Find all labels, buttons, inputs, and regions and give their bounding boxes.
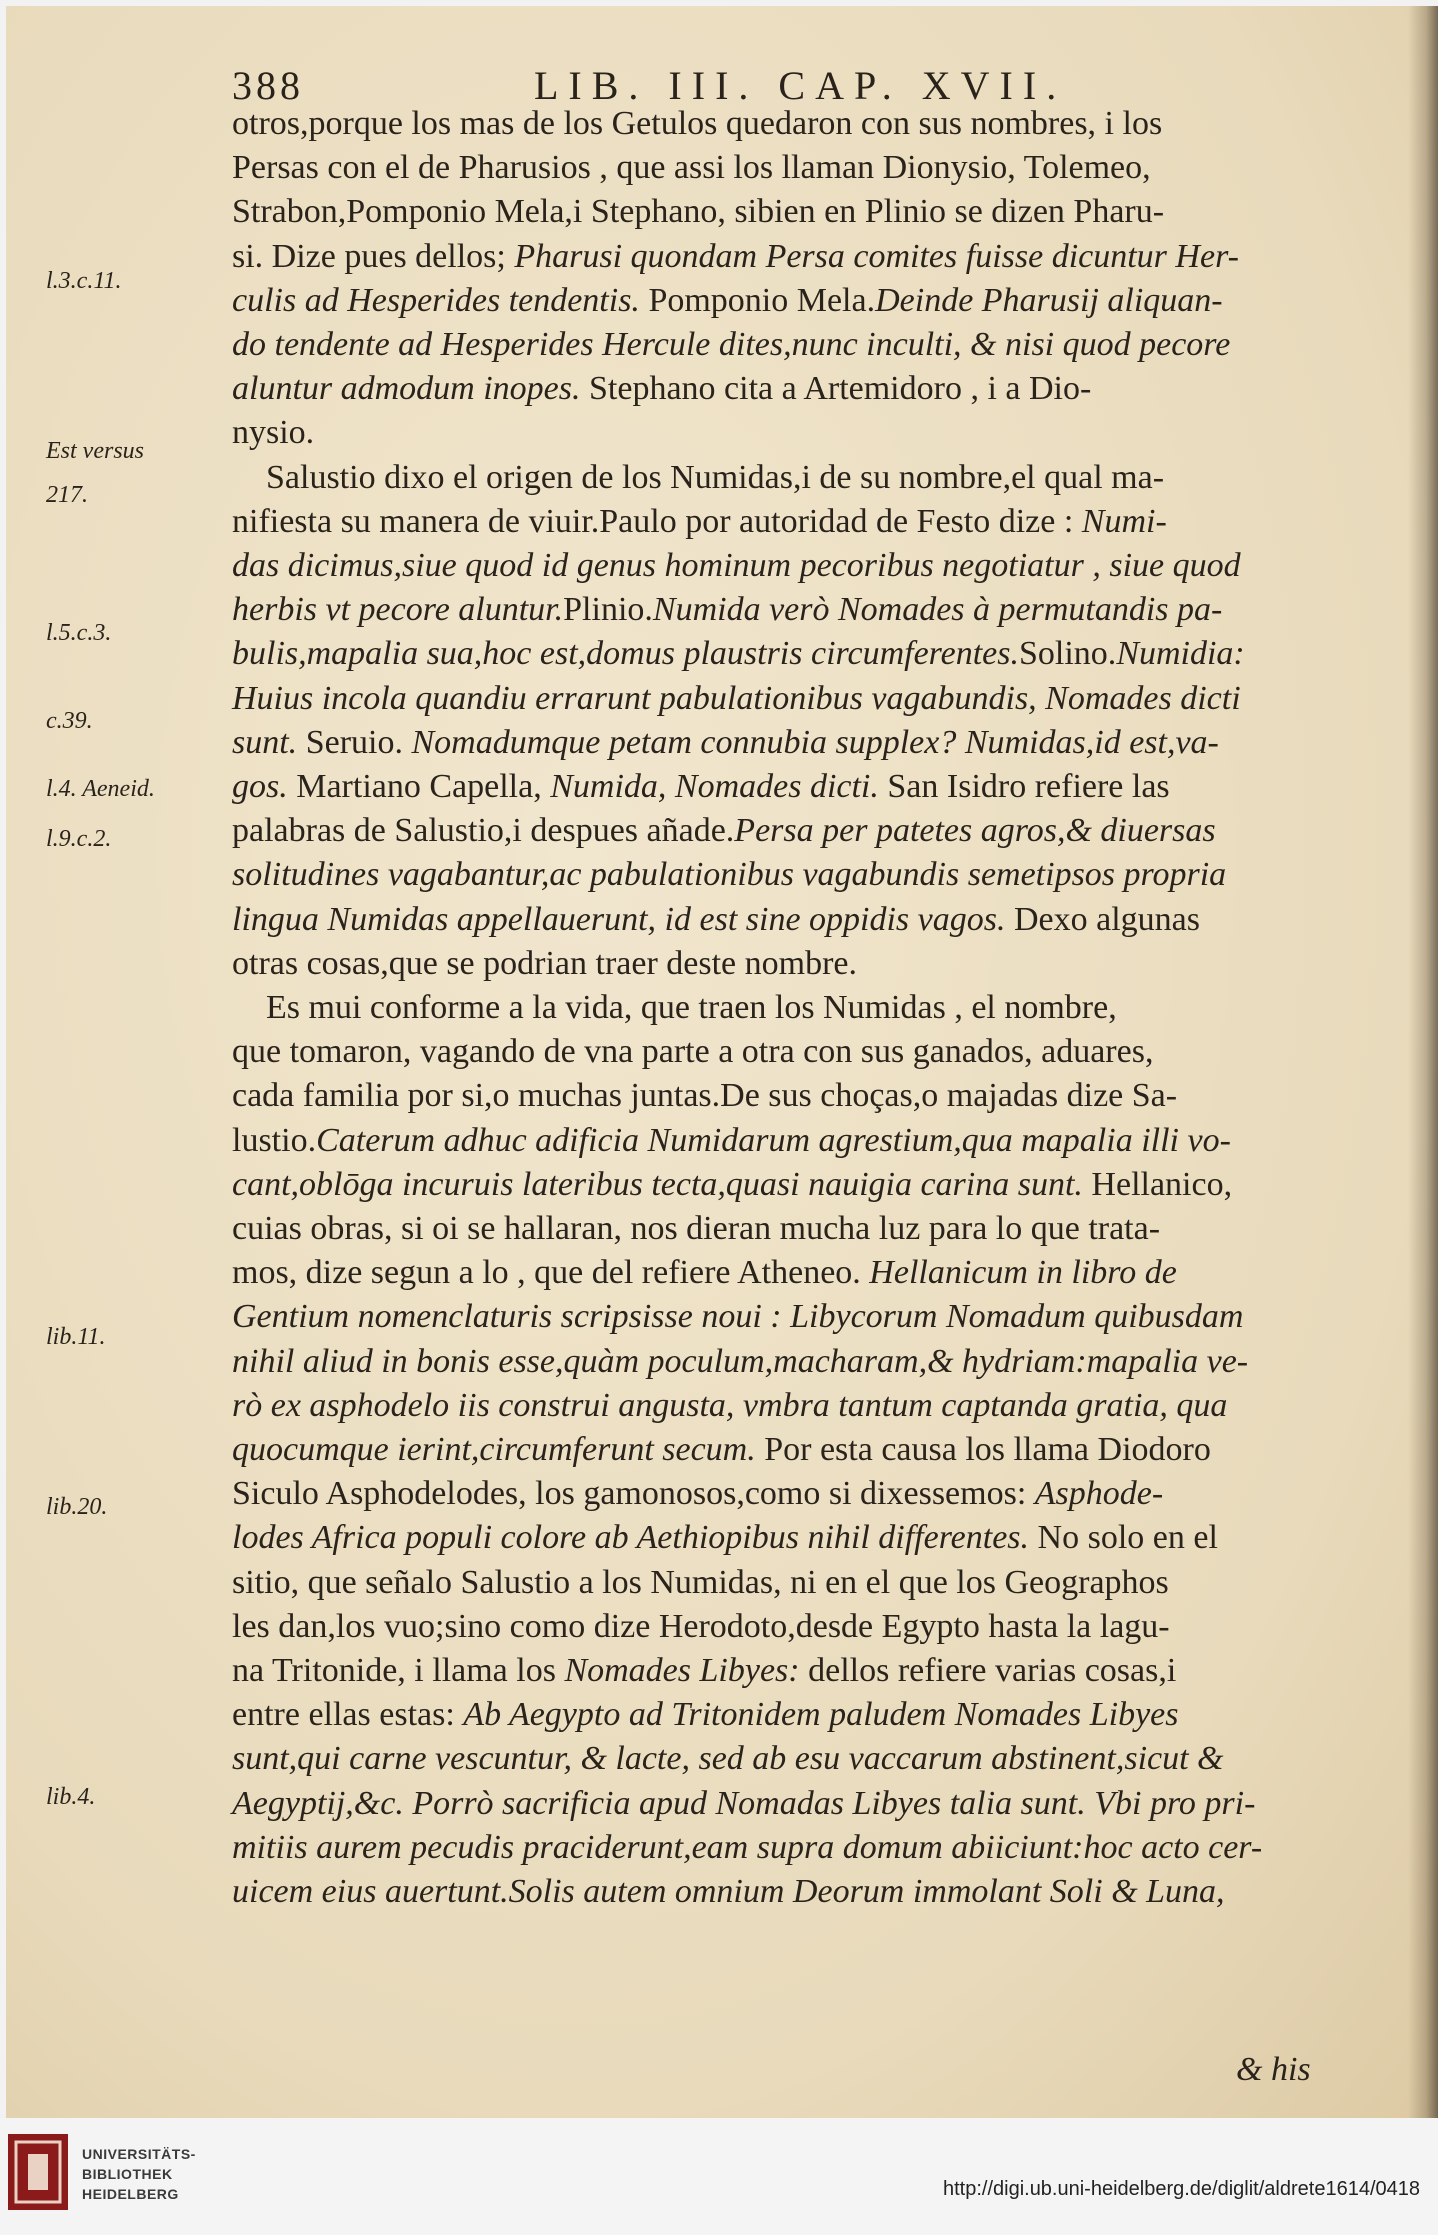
latin-quotation: Aegyptij,&c. Porrò sacrificia apud Nomadas Libyes talia sunt. Vbi pro pri- bbox=[232, 1784, 1256, 1822]
latin-quotation: aluntur admodum inopes. bbox=[232, 370, 581, 408]
latin-quotation: nihil aliud in bonis esse,quàm poculum,macharam,& hydriam:mapalia ve- bbox=[232, 1342, 1249, 1380]
spanish-text: mos, dize segun a lo , que del refiere Atheneo. bbox=[232, 1254, 870, 1292]
book-page bbox=[6, 6, 1438, 2118]
spanish-text: otros,porque los mas de los Getulos quedaron con sus nombres, i los bbox=[232, 105, 1163, 142]
text-line bbox=[232, 723, 1219, 763]
spanish-text: No solo en el bbox=[1029, 1519, 1218, 1557]
text-line bbox=[232, 590, 1222, 630]
text-line bbox=[232, 325, 1230, 365]
text-line bbox=[232, 1474, 1163, 1514]
margin-note: 217. bbox=[46, 482, 88, 508]
text-line bbox=[232, 458, 1164, 498]
text-line bbox=[232, 900, 1200, 940]
latin-quotation: mitiis aurem pecudis praciderunt,eam supra domum abiiciunt:hoc acto cer- bbox=[232, 1828, 1263, 1866]
text-line bbox=[232, 1032, 1153, 1072]
latin-quotation: Numida, Nomades dicti. bbox=[550, 768, 879, 805]
spanish-text: na Tritonide, i llama los bbox=[232, 1652, 565, 1689]
latin-quotation: do tendente ad Hesperides Hercule dites,nunc inculti, & nisi quod pecore bbox=[232, 326, 1231, 363]
latin-quotation: das dicimus,siue quod id genus hominum pecoribus negotiatur , siue quod bbox=[232, 547, 1241, 584]
text-line bbox=[232, 1739, 1224, 1779]
spanish-text: otras cosas,que se podrian traer deste nombre. bbox=[232, 944, 857, 982]
spanish-text: Stephano cita a Artemidoro , i a Dio- bbox=[580, 370, 1092, 408]
spanish-text: Pomponio Mela. bbox=[639, 281, 876, 319]
logo-line: HEIDELBERG bbox=[82, 2186, 179, 2202]
latin-quotation: Numidia: bbox=[1116, 635, 1245, 673]
text-line bbox=[232, 413, 314, 453]
page-edge-shadow bbox=[1408, 6, 1438, 2118]
catchword bbox=[1236, 2050, 1311, 2090]
text-line bbox=[232, 1165, 1232, 1205]
spanish-text: Siculo Asphodelodes, los gamonosos,como si dixessemos: bbox=[232, 1475, 1035, 1513]
text-line bbox=[232, 1386, 1227, 1426]
spanish-text: Dexo algunas bbox=[1005, 900, 1200, 938]
text-line bbox=[232, 281, 1223, 321]
spanish-text: nifiesta su manera de viuir.Paulo por autoridad de Festo dize : bbox=[232, 502, 1082, 540]
spanish-text: cada familia por si,o muchas juntas.De sus choças,o majadas dize Sa- bbox=[232, 1077, 1178, 1115]
latin-quotation: Ab Aegypto ad Tritonidem paludem Nomades Libyes bbox=[463, 1696, 1179, 1734]
spanish-text: Es mui conforme a la vida, que traen los Numidas , el nombre, bbox=[232, 989, 1117, 1026]
margin-note: l.4. Aeneid. bbox=[46, 776, 155, 802]
margin-note: lib.20. bbox=[46, 1494, 108, 1520]
latin-quotation: Numida verò Nomades à permutandis pa- bbox=[652, 591, 1223, 629]
spanish-text: San Isidro refiere las bbox=[878, 768, 1170, 805]
latin-quotation: Deinde Pharusij aliquan- bbox=[875, 281, 1223, 319]
text-line bbox=[232, 1209, 1160, 1249]
margin-note: lib.11. bbox=[46, 1324, 106, 1350]
spanish-text: lustio. bbox=[232, 1121, 317, 1159]
text-line bbox=[232, 811, 1216, 851]
spanish-text: Strabon,Pomponio Mela,i Stephano, sibien en Plinio se dizen Pharu- bbox=[232, 193, 1165, 231]
text-line bbox=[232, 369, 1091, 409]
spanish-text: Persas con el de Pharusios , que assi los llaman Dionysio, Tolemeo, bbox=[232, 149, 1151, 187]
spanish-text: sitio, que señalo Salustio a los Numidas, ni en el que los Geographos bbox=[232, 1563, 1169, 1601]
spanish-text: Martiano Capella, bbox=[287, 768, 551, 805]
text-line bbox=[232, 1430, 1211, 1470]
text-line bbox=[232, 1297, 1243, 1337]
latin-quotation: Nomades Libyes: bbox=[564, 1652, 800, 1689]
catchword-text: & his bbox=[1236, 2051, 1311, 2088]
viewer-footer bbox=[0, 2118, 1438, 2235]
latin-quotation: Huius incola quandiu errarunt pabulationibus vagabundis, Nomades dicti bbox=[232, 679, 1241, 717]
text-line bbox=[232, 104, 1162, 144]
latin-quotation: Nomadumque petam connubia supplex? Numidas,id est,va- bbox=[411, 723, 1219, 761]
text-line bbox=[232, 767, 1170, 807]
text-line bbox=[232, 192, 1164, 232]
spanish-text: Solino. bbox=[1019, 635, 1117, 673]
margin-note: c.39. bbox=[46, 708, 93, 734]
spanish-text: si. Dize pues dellos; bbox=[232, 237, 515, 275]
text-line bbox=[232, 1076, 1177, 1116]
text-line bbox=[232, 1607, 1170, 1647]
latin-quotation: cant,oblōga incuruis lateribus tecta,quasi nauigia carina sunt. bbox=[232, 1165, 1083, 1203]
text-line bbox=[232, 502, 1167, 542]
text-line bbox=[232, 1651, 1176, 1691]
latin-quotation: Hellanicum in libro de bbox=[869, 1254, 1177, 1292]
latin-quotation: bulis,mapalia sua,hoc est,domus plaustris circumferentes. bbox=[232, 635, 1019, 673]
permalink-url[interactable]: http://digi.ub.uni-heidelberg.de/diglit/aldrete1614/0418 bbox=[942, 2178, 1420, 2200]
text-line bbox=[232, 988, 1117, 1028]
running-head: LIB. III. CAP. XVII. bbox=[534, 63, 1067, 108]
text-line bbox=[232, 1695, 1179, 1735]
page-number: 388 bbox=[232, 63, 304, 108]
latin-quotation: solitudines vagabantur,ac pabulationibus vagabundis semetipsos propria bbox=[232, 856, 1227, 894]
latin-quotation: sunt. bbox=[232, 723, 298, 761]
latin-quotation: uicem eius auertunt.Solis autem omnium Deorum immolant Soli & Luna, bbox=[232, 1873, 1225, 1910]
spanish-text: nysio. bbox=[232, 414, 315, 452]
margin-note: lib.4. bbox=[46, 1784, 96, 1810]
text-line bbox=[232, 679, 1241, 719]
latin-quotation: Numi- bbox=[1081, 502, 1167, 540]
margin-note: l.9.c.2. bbox=[46, 826, 112, 852]
spanish-text: entre ellas estas: bbox=[232, 1696, 464, 1734]
text-line bbox=[232, 944, 857, 984]
latin-quotation: Gentium nomenclaturis scripsisse noui : Libycorum Nomadum quibusdam bbox=[232, 1298, 1244, 1336]
text-line bbox=[232, 546, 1241, 586]
library-seal-icon bbox=[6, 2132, 70, 2212]
spanish-text: cuias obras, si oi se hallaran, nos dieran mucha luz para lo que trata- bbox=[232, 1210, 1161, 1247]
spanish-text: Por esta causa los llama Diodoro bbox=[755, 1431, 1211, 1468]
text-line bbox=[232, 1872, 1225, 1912]
text-line bbox=[232, 1784, 1255, 1824]
text-line bbox=[232, 1253, 1177, 1293]
margin-note: Est versus bbox=[46, 438, 144, 464]
text-line bbox=[232, 634, 1245, 674]
spanish-text: Hellanico, bbox=[1082, 1165, 1233, 1203]
text-line bbox=[232, 1518, 1218, 1558]
spanish-text: Plinio. bbox=[563, 591, 653, 629]
margin-note: l.5.c.3. bbox=[46, 620, 112, 646]
latin-quotation: lodes Africa populi colore ab Aethiopibus nihil differentes. bbox=[232, 1519, 1030, 1557]
latin-quotation: herbis vt pecore aluntur. bbox=[232, 591, 564, 629]
spanish-text: Seruio. bbox=[297, 723, 412, 761]
library-logo[interactable] bbox=[6, 2132, 226, 2222]
spanish-text: que tomaron, vagando de vna parte a otra con sus ganados, aduares, bbox=[232, 1033, 1154, 1071]
spanish-text: palabras de Salustio,i despues añade. bbox=[232, 812, 735, 850]
spanish-text: les dan,los vuo;sino como dize Herodoto,desde Egypto hasta la lagu- bbox=[232, 1607, 1170, 1645]
latin-quotation: lingua Numidas appellauerunt, id est sine oppidis vagos. bbox=[232, 900, 1006, 938]
latin-quotation: Persa per patetes agros,& diuersas bbox=[734, 812, 1216, 850]
text-line bbox=[232, 1342, 1248, 1382]
text-line bbox=[232, 1828, 1262, 1868]
latin-quotation: Asphode- bbox=[1034, 1475, 1164, 1513]
latin-quotation: culis ad Hesperides tendentis. bbox=[232, 281, 640, 319]
logo-line: UNIVERSITÄTS- bbox=[82, 2146, 196, 2162]
text-line bbox=[232, 148, 1151, 188]
spanish-text: Salustio dixo el origen de los Numidas,i de su nombre,el qual ma- bbox=[232, 458, 1165, 496]
latin-quotation: Pharusi quondam Persa comites fuisse dicuntur Her- bbox=[514, 237, 1239, 275]
text-line bbox=[232, 1121, 1231, 1161]
spanish-text: dellos refiere varias cosas,i bbox=[799, 1652, 1177, 1689]
text-line bbox=[232, 237, 1239, 277]
latin-quotation: rò ex asphodelo iis construi angusta, vmbra tantum captanda gratia, qua bbox=[232, 1386, 1228, 1424]
text-line bbox=[232, 855, 1226, 895]
text-line bbox=[232, 1563, 1169, 1603]
margin-note: l.3.c.11. bbox=[46, 268, 122, 294]
logo-line: BIBLIOTHEK bbox=[82, 2166, 173, 2182]
latin-quotation: sunt,qui carne vescuntur, & lacte, sed ab esu vaccarum abstinent,sicut & bbox=[232, 1740, 1224, 1778]
latin-quotation: Caterum adhuc adificia Numidarum agrestium,qua mapalia illi vo- bbox=[316, 1121, 1231, 1159]
latin-quotation: gos. bbox=[232, 768, 288, 805]
latin-quotation: quocumque ierint,circumferunt secum. bbox=[232, 1431, 756, 1468]
